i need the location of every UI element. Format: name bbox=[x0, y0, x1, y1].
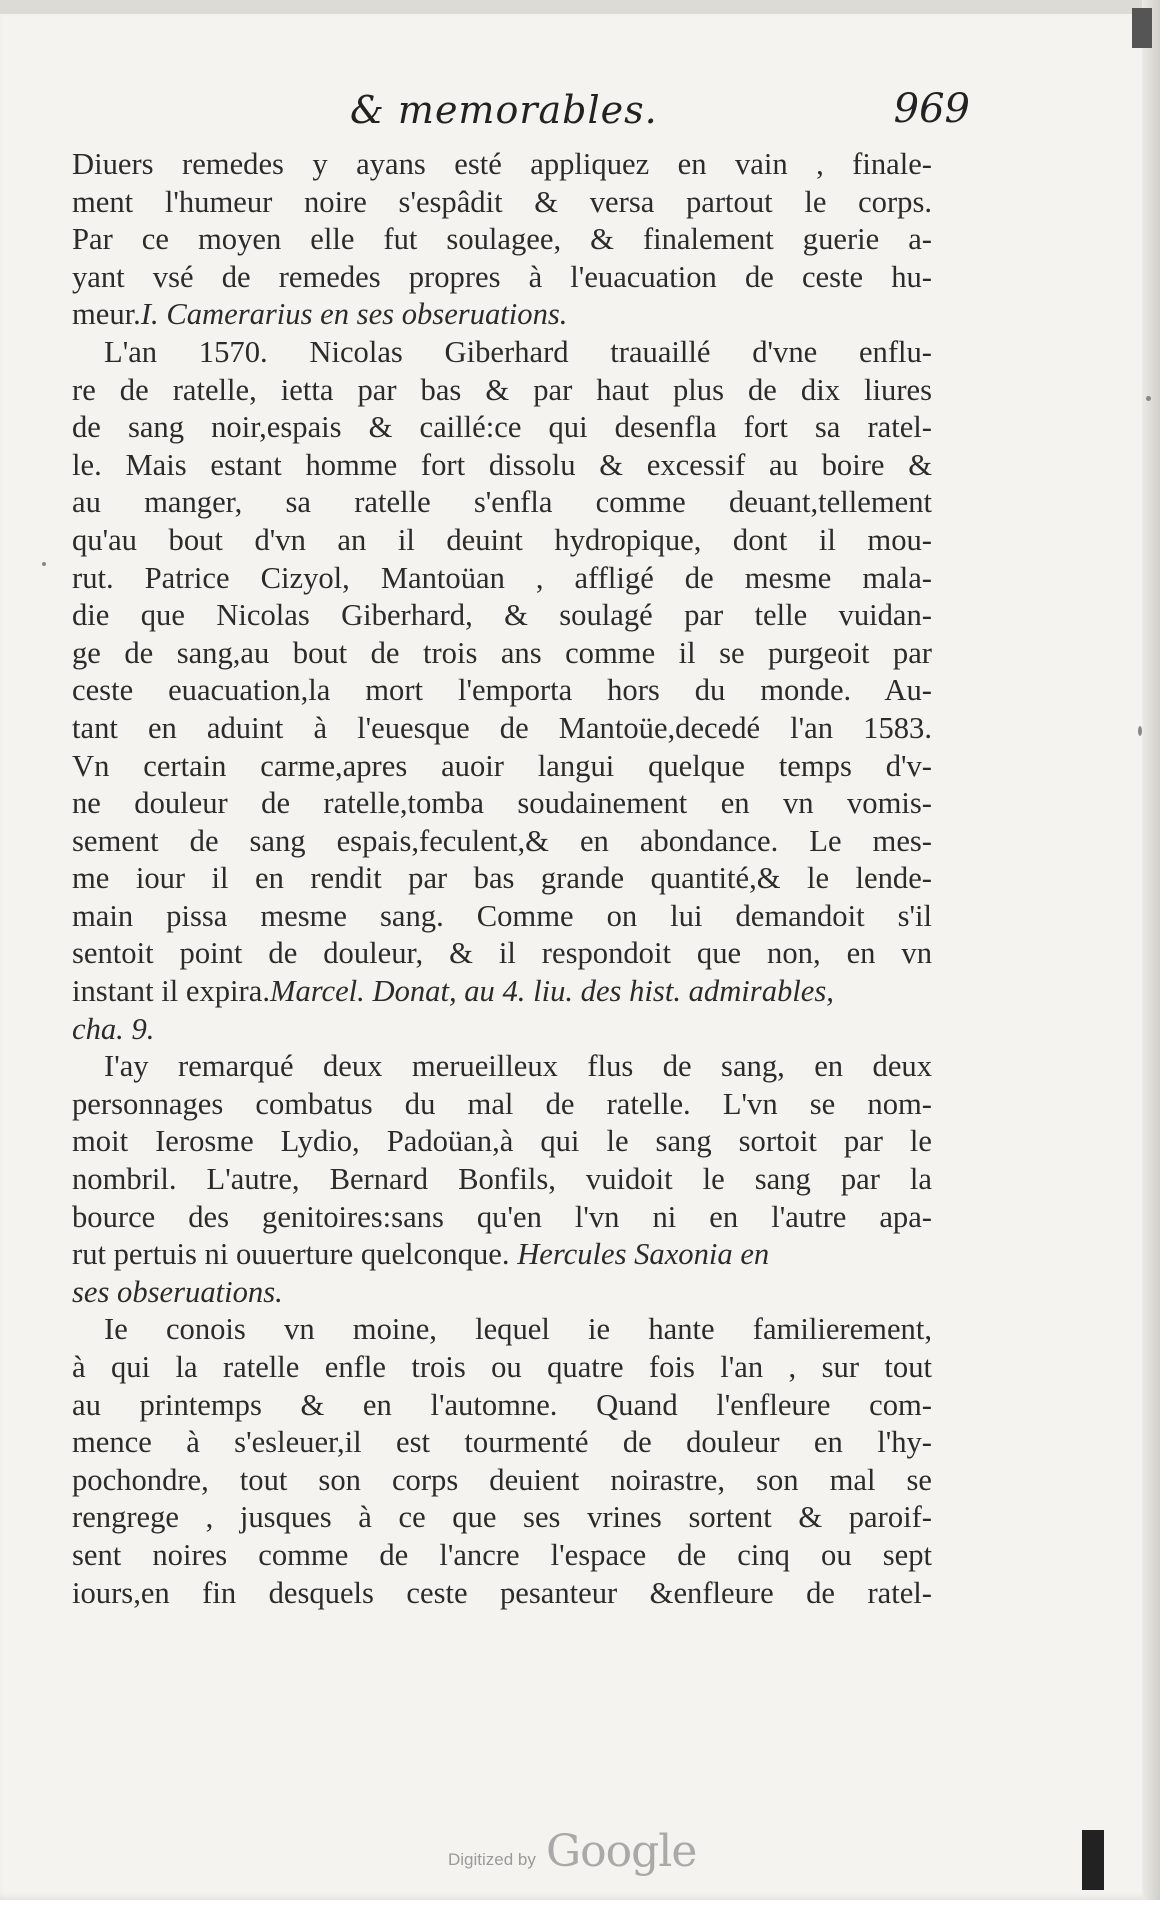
text-line: au manger, sa ratelle s'enfla comme deuant,tellement bbox=[72, 485, 932, 520]
text-line: le. Mais estant homme fort dissolu & excessif au boire & bbox=[72, 447, 932, 482]
text-line: Par ce moyen elle fut soulagee, & finalement guerie a- bbox=[72, 222, 932, 257]
text-line bbox=[72, 973, 932, 1011]
text-line: tant en aduint à l'euesque de Mantoüe,decedé l'an 1583. bbox=[72, 710, 932, 745]
text-line: me iour il en rendit par bas grande quantité,& le lende- bbox=[72, 861, 932, 896]
text-line: qu'au bout d'vn an il deuint hydropique, dont il mou- bbox=[72, 522, 932, 557]
scan-corner-mark bbox=[1132, 8, 1152, 48]
running-title: & memorables. bbox=[350, 88, 658, 132]
citation-chapter: cha. 9. bbox=[72, 1011, 155, 1046]
citation-hercules: Hercules Saxonia en bbox=[517, 1237, 770, 1272]
text-line bbox=[72, 296, 932, 334]
text-line: sent noires comme de l'ancre l'espace de cinq ou sept bbox=[72, 1537, 932, 1572]
text-fragment: rut pertuis ni ouuerture quelconque. bbox=[72, 1237, 510, 1272]
digitization-footer bbox=[0, 1824, 1160, 1884]
google-logo: Google bbox=[546, 1826, 697, 1877]
text-line: ceste euacuation,la mort l'emporta hors du monde. Au- bbox=[72, 673, 932, 708]
text-line: rengrege , jusques à ce que ses vrines sortent & paroif- bbox=[72, 1500, 932, 1535]
page-right-edge bbox=[1142, 0, 1160, 1900]
text-line: ge de sang,au bout de trois ans comme il se purgeoit par bbox=[72, 635, 932, 670]
text-line: de sang noir,espais & caillé:ce qui desenfla fort sa ratel- bbox=[72, 410, 932, 445]
text-line: moit Ierosme Lydio, Padoüan,à qui le sang sortoit par le bbox=[72, 1124, 932, 1159]
text-line: mence à s'esleuer,il est tourmenté de douleur en l'hy- bbox=[72, 1425, 932, 1460]
text-line: sement de sang espais,feculent,& en abondance. Le mes- bbox=[72, 823, 932, 858]
text-line: re de ratelle, ietta par bas & par haut plus de dix liures bbox=[72, 372, 932, 407]
body-text bbox=[72, 146, 932, 1612]
digitized-label: Digitized by bbox=[448, 1850, 536, 1869]
text-line: à qui la ratelle enfle trois ou quatre fois l'an , sur tout bbox=[72, 1350, 932, 1384]
citation-observations: ses obseruations. bbox=[72, 1274, 283, 1309]
text-line: ment l'humeur noire s'espâdit & versa partout le corps. bbox=[72, 184, 932, 219]
text-line: yant vsé de remedes propres à l'euacuation de ceste hu- bbox=[72, 259, 932, 294]
text-line: pochondre, tout son corps deuient noirastre, son mal se bbox=[72, 1462, 932, 1497]
paragraph-start-line: Ie conois vn moine, lequel ie hante familierement, bbox=[104, 1312, 932, 1347]
scan-speck bbox=[1138, 726, 1142, 736]
text-line: rut. Patrice Cizyol, Mantoüan , affligé de mesme mala- bbox=[72, 560, 932, 595]
citation-camerarius: I. Camerarius en ses obseruations. bbox=[140, 297, 568, 332]
paragraph-start-line: I'ay remarqué deux merueilleux flus de sang, en deux bbox=[104, 1049, 932, 1084]
text-line: ne douleur de ratelle,tomba soudainement en vn vomis- bbox=[72, 786, 932, 821]
scan-speck bbox=[1146, 396, 1151, 401]
text-line: die que Nicolas Giberhard, & soulagé par telle vuidan- bbox=[72, 598, 932, 633]
text-line: au printemps & en l'automne. Quand l'enfleure com- bbox=[72, 1387, 932, 1422]
text-line: personnages combatus du mal de ratelle. L'vn se nom- bbox=[72, 1086, 932, 1121]
text-line: Vn certain carme,apres auoir langui quelque temps d'v- bbox=[72, 748, 932, 783]
text-line: Diuers remedes y ayans esté appliquez en vain , finale- bbox=[72, 147, 932, 181]
scan-speck bbox=[42, 562, 46, 566]
paragraph-start-line: L'an 1570. Nicolas Giberhard trauaillé d'vne enflu- bbox=[104, 334, 932, 369]
text-line bbox=[72, 1236, 932, 1274]
page-number: 969 bbox=[893, 86, 970, 132]
citation-donat: Marcel. Donat, au 4. liu. des hist. admirables, bbox=[269, 974, 834, 1009]
text-line: iours,en fin desquels ceste pesanteur &enfleure de ratel- bbox=[72, 1575, 932, 1610]
text-line: bource des genitoires:sans qu'en l'vn ni en l'autre apa- bbox=[72, 1199, 932, 1234]
page-top-edge bbox=[0, 0, 1160, 14]
text-line: nombril. L'autre, Bernard Bonfils, vuidoit le sang par la bbox=[72, 1162, 932, 1197]
text-fragment: instant il expira. bbox=[72, 974, 270, 1009]
text-fragment: meur. bbox=[72, 297, 141, 332]
page-header bbox=[120, 84, 970, 144]
text-line: main pissa mesme sang. Comme on lui demandoit s'il bbox=[72, 898, 932, 933]
text-line: sentoit point de douleur, & il respondoit que non, en vn bbox=[72, 936, 932, 971]
